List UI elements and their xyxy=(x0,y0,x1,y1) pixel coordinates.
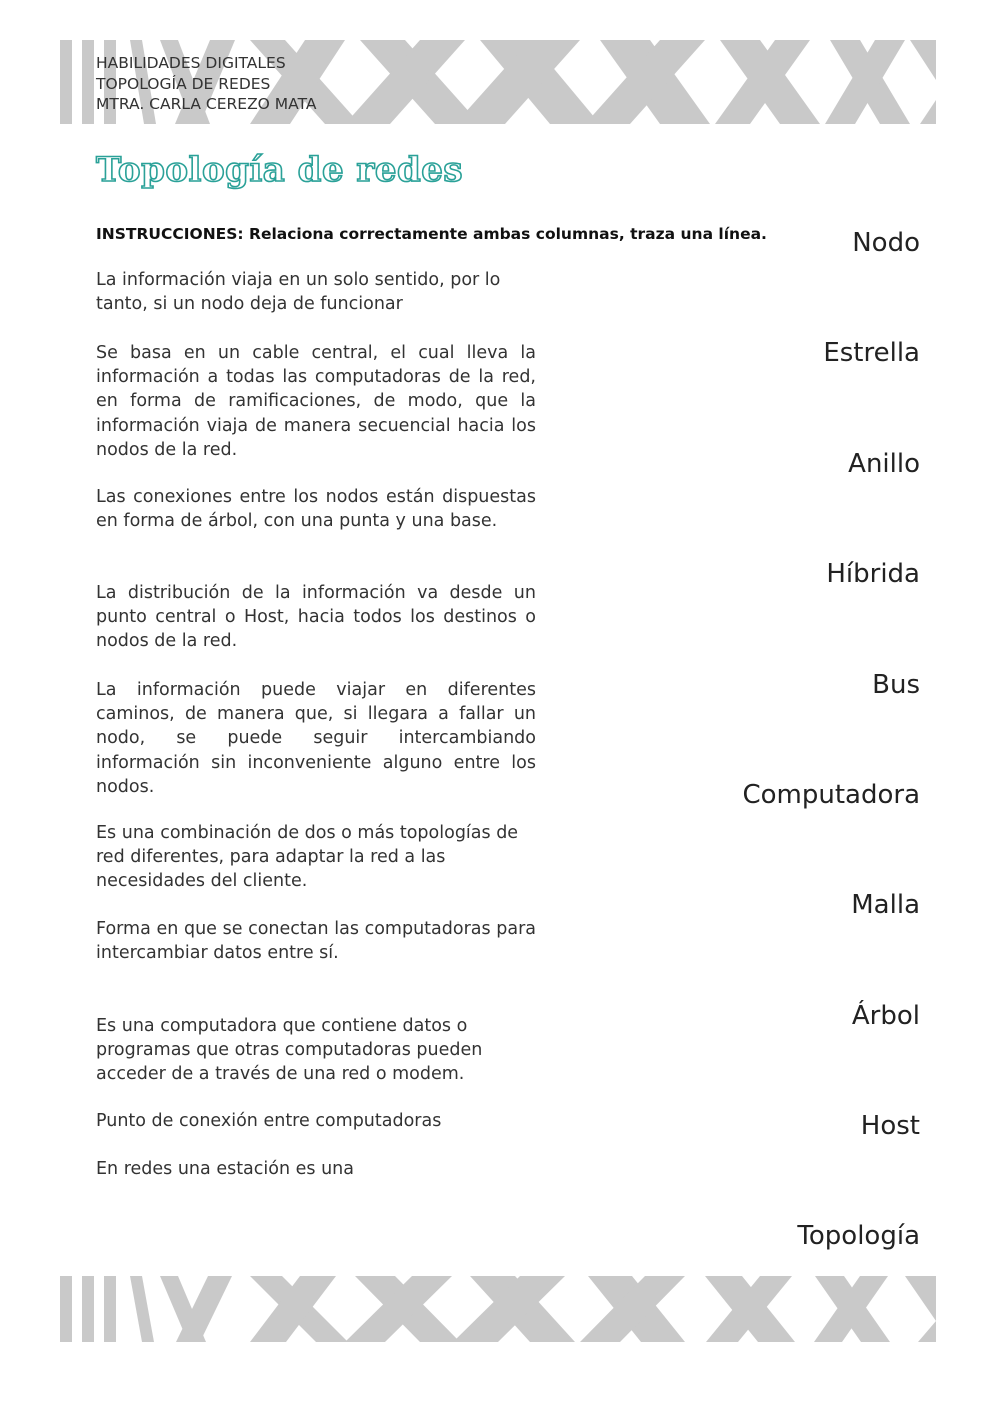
term-hibrida[interactable]: Híbrida xyxy=(826,559,920,589)
definition-item: En redes una estación es una xyxy=(96,1159,354,1179)
header-teacher: MTRA. CARLA CEREZO MATA xyxy=(96,95,317,113)
term-topologia[interactable]: Topología xyxy=(797,1221,920,1251)
definition-item: Se basa en un cable central, el cual lleva la información a todas las computadoras de la red, en forma de ramificaciones, de modo, que la información viaja de manera secuencial hacia los nodos de la red. xyxy=(96,343,536,460)
stripe-pattern-bottom xyxy=(60,1276,936,1342)
header-topic: TOPOLOGÍA DE REDES xyxy=(96,74,271,93)
term-anillo[interactable]: Anillo xyxy=(848,449,920,479)
footer-decorative-band xyxy=(60,1276,936,1342)
definition-item: Es una combinación de dos o más topologías de red diferentes, para adaptar la red a las necesidades del cliente. xyxy=(96,823,519,892)
header-subject: HABILIDADES DIGITALES xyxy=(96,54,286,72)
document-header xyxy=(96,53,316,115)
term-estrella[interactable]: Estrella xyxy=(823,338,920,368)
term-malla[interactable]: Malla xyxy=(851,890,920,920)
definition-item: La distribución de la información va desde un punto central o Host, hacia todos los destinos o nodos de la red. xyxy=(96,583,536,652)
definition-item: La información viaja en un solo sentido, por lo tanto, si un nodo deja de funcionar xyxy=(96,270,501,315)
definition-item: Forma en que se conectan las computadoras para intercambiar datos entre sí. xyxy=(96,919,536,964)
definition-item: Es una computadora que contiene datos o programas que otras computadoras pueden acceder de a través de una red o modem. xyxy=(96,1016,483,1085)
definition-item: Punto de conexión entre computadoras xyxy=(96,1111,442,1131)
term-computadora[interactable]: Computadora xyxy=(742,780,920,810)
term-nodo[interactable]: Nodo xyxy=(852,228,920,258)
term-host[interactable]: Host xyxy=(860,1111,920,1141)
term-arbol[interactable]: Árbol xyxy=(851,1001,920,1031)
definition-item: Las conexiones entre los nodos están dispuestas en forma de árbol, con una punta y una base. xyxy=(96,487,536,532)
term-bus[interactable]: Bus xyxy=(872,670,920,700)
instructions-text: INSTRUCCIONES: Relaciona correctamente ambas columnas, traza una línea. xyxy=(96,225,767,243)
definition-item: La información puede viajar en diferentes caminos, de manera que, si llegara a fallar un nodo, se puede seguir intercambiando información sin inconveniente alguno entre los nodos. xyxy=(96,680,536,797)
page-title: Topología de redes xyxy=(96,150,464,190)
